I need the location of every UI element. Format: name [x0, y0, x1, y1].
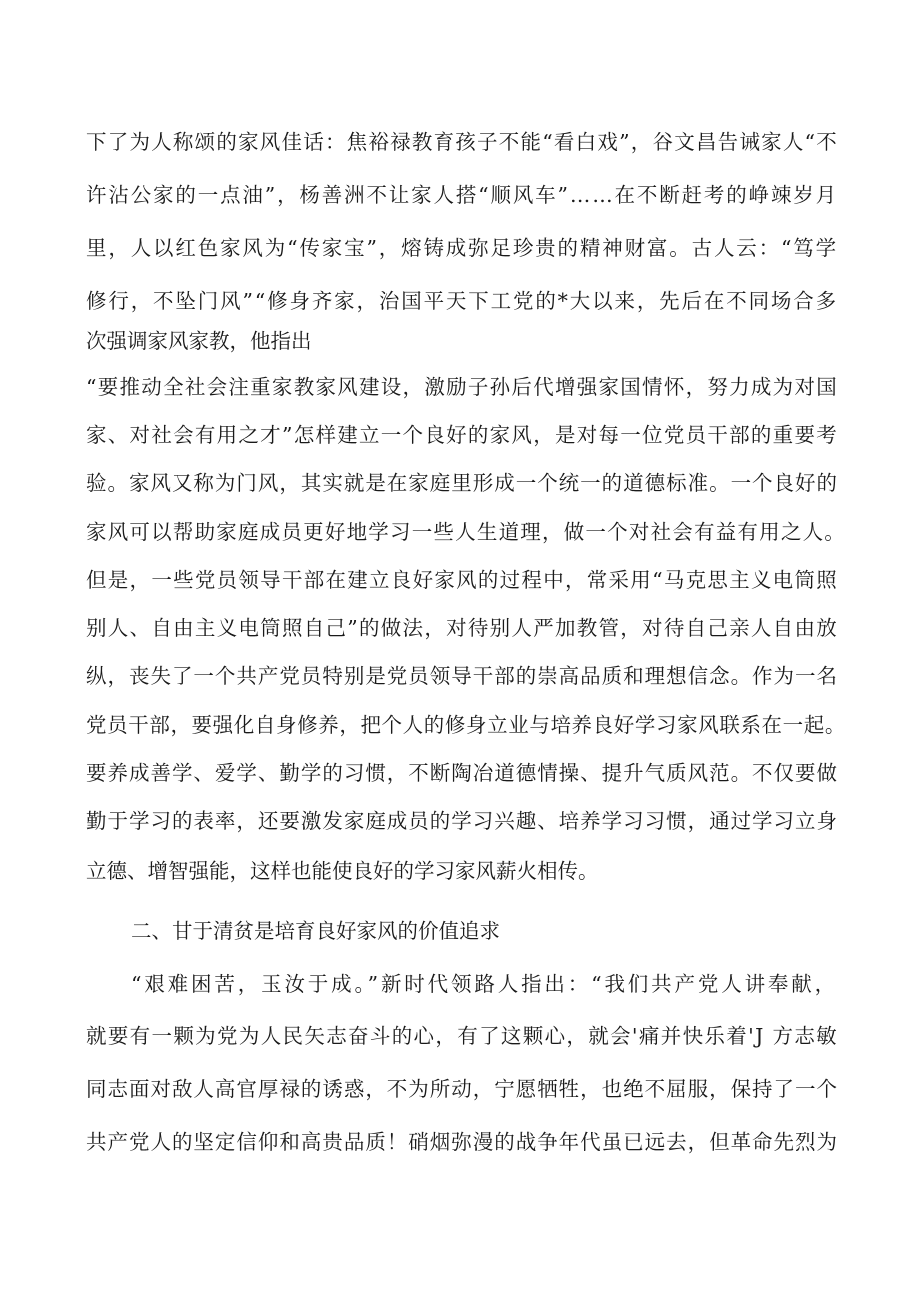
text-line-19: 就要有一颗为党为人民矢志奋斗的心，有了这颗心，就会'痛并快乐着'J 方志敏: [86, 1024, 838, 1048]
text-line-2: 许沾公家的一点油”，杨善洲不让家人搭“顺风车”……在不断赶考的峥竦岁月: [86, 183, 838, 207]
text-line-14: 要养成善学、爱学、勤学的习惯，不断陶冶道德情操、提升气质风范。不仅要做: [86, 761, 838, 785]
text-line-11: 别人、自由主义电筒照自己”的做法，对待别人严加教管，对待自己亲人自由放: [86, 616, 838, 640]
text-line-15: 勤于学习的表率，还要激发家庭成员的学习兴趣、培养学习习惯，通过学习立身: [86, 809, 838, 833]
text-line-16: 立德、增智强能，这样也能使良好的学习家风薪火相传。: [86, 859, 599, 883]
text-line-7: 家、对社会有用之才”怎样建立一个良好的家风，是对每一位党员干部的重要考: [86, 423, 838, 447]
text-line-18: “艰难困苦，玉汝于成。”新时代领路人指出：“我们共产党人讲奉献，: [131, 972, 838, 996]
section-heading: 二、甘于清贫是培育良好家风的价值追求: [131, 919, 500, 943]
text-line-20: 同志面对敌人高官厚禄的诱惑，不为所动，宁愿牺牲，也绝不屈服，保持了一个: [86, 1077, 838, 1101]
text-line-6: “要推动全社会注重家教家风建设，激励子孙后代增强家国情怀，努力成为对国: [86, 375, 838, 399]
text-line-13: 党员干部，要强化自身修养，把个人的修身立业与培养良好学习家风联系在一起。: [86, 713, 846, 737]
text-line-5: 次强调家风家教，他指出: [86, 329, 312, 353]
text-line-9: 家风可以帮助家庭成员更好地学习一些人生道理，做一个对社会有益有用之人。: [86, 520, 846, 544]
text-line-8: 验。家风又称为门风，其实就是在家庭里形成一个统一的道德标准。一个良好的: [86, 471, 838, 495]
text-line-10: 但是，一些党员领导干部在建立良好家风的过程中，常采用“马克思主义电筒照: [86, 568, 838, 592]
text-line-1: 下了为人称颂的家风佳话：焦裕禄教育孩子不能“看白戏”，谷文昌告诫家人“不: [86, 130, 838, 154]
text-line-21: 共产党人的坚定信仰和高贵品质！硝烟弥漫的战争年代虽已远去，但革命先烈为: [86, 1130, 838, 1154]
text-line-4: 修行，不坠门风”“修身齐家，治国平天下工党的*大以来，先后在不同场合多: [86, 289, 838, 313]
text-line-12: 纵，丧失了一个共产党员特别是党员领导干部的崇高品质和理想信念。作为一名: [86, 664, 838, 688]
text-line-3: 里，人以红色家风为“传家宝”，熔铸成弥足珍贵的精神财富。古人云：“笃学: [86, 236, 838, 260]
